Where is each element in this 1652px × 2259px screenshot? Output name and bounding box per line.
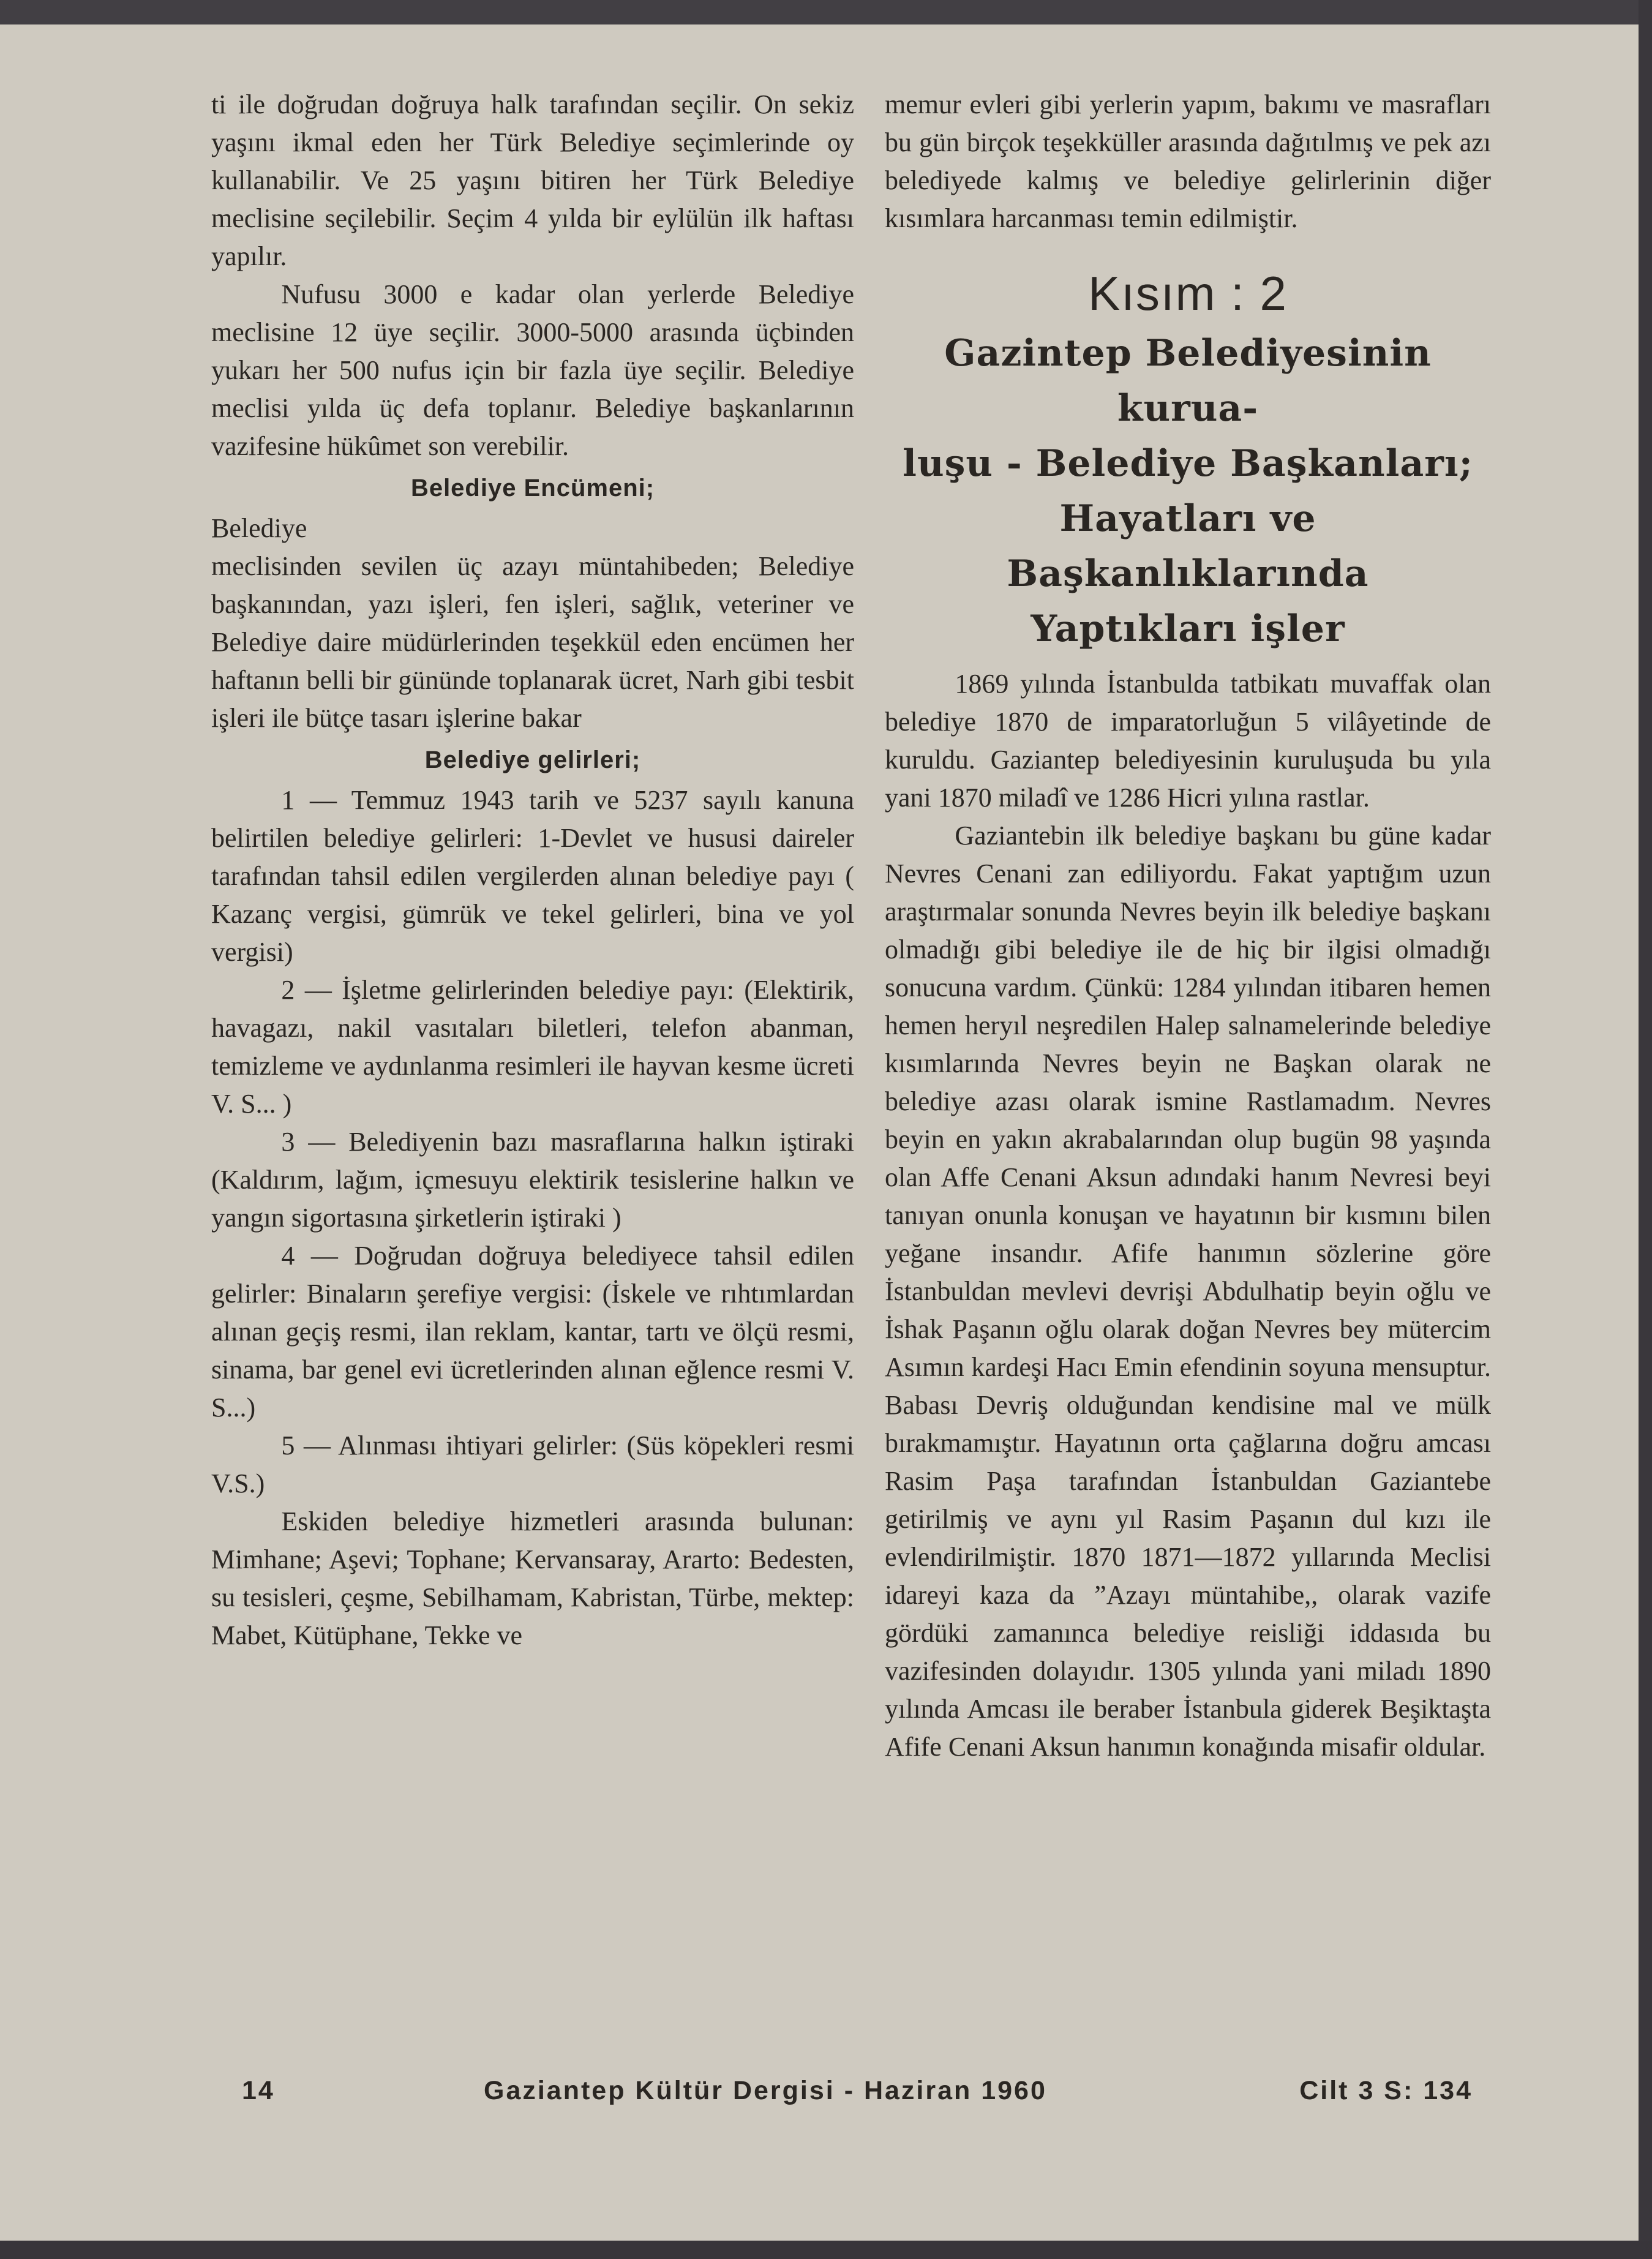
article-title-line-2: luşu - Belediye Başkanları; xyxy=(903,442,1473,485)
scan-edge-right xyxy=(1639,0,1652,2259)
scan-edge-top xyxy=(0,0,1652,24)
article-title-line-4: Yaptıkları işler xyxy=(1031,607,1345,650)
heading-belediye-gelirleri: Belediye gelirleri; xyxy=(424,746,641,773)
left-column xyxy=(211,86,854,1655)
page-number: 14 xyxy=(242,2076,275,2105)
volume-issue: Cilt 3 S: 134 xyxy=(1299,2076,1473,2105)
encumen-paragraph: meclisinden sevilen üç azayı müntahibeden; Belediye başkanından, yazı işleri, fen işleri, sağlık, veteriner ve Belediye daire müdürlerinden teşekkül eden encümen her haftanın belli bir gününde toplanarak ücret, Narh gibi tesbit işleri ile bütçe tasarı işlerine bakar xyxy=(211,551,854,733)
gelir-item-4: 4 — Doğrudan doğruya belediyece tahsil edilen gelirler: Binaların şerefiye vergisi: (İskele ve rıhtımlardan alınan geçiş resmi, ilan reklam, kantar, tartı ve ölçü resmi, sinama, bar genel evi ücretlerinden alınan eğlence resmi V. S...) xyxy=(211,1241,854,1423)
section-label: Kısım : 2 xyxy=(1088,266,1288,320)
article-title-line-3: Hayatları ve Başkanlıklarında xyxy=(1007,497,1369,595)
heading-belediye-encumeni: Belediye Encümeni; xyxy=(410,475,655,502)
eski-hizmetler-paragraph: Eskiden belediye hizmetleri arasında bulunan: Mimhane; Aşevi; Tophane; Kervansaray, Ararto: Bedesten, su tesisleri, çeşme, Sebilhamam, Kabristan, Türbe, mektep: Mabet, Kütüphane, Tekke ve xyxy=(211,1506,854,1650)
right-paragraph-1: memur evleri gibi yerlerin yapım, bakımı ve masrafları bu gün birçok teşekküller arasında dağıtılmış ve pek azı belediyede kalmış ve belediye gelirlerinin diğer kısımlara harcanması temin edilmiştir. xyxy=(885,89,1491,233)
encumen-lead-word: Belediye xyxy=(211,513,307,543)
right-paragraph-2: 1869 yılında İstanbulda tatbikatı muvaffak olan belediye 1870 de imparatorluğun 5 vilâyetinde de kuruldu. Gaziantep belediyesinin kuruluşuda bu yıla yani 1870 miladî ve 1286 Hicri yılına rastlar. xyxy=(885,669,1491,813)
right-column xyxy=(885,86,1491,1766)
article-title xyxy=(885,326,1491,656)
right-paragraph-3: Gaziantebin ilk belediye başkanı bu güne kadar Nevres Cenani zan ediliyordu. Fakat yaptığım uzun araştırmalar sonunda Nevres beyin ilk belediye başkanı olmadığı gibi belediye ile de hiç bir ilgisi olmadığı sonucuna vardım. Çünkü: 1284 yılından itibaren hemen hemen heryıl neşredilen Halep salnamelerinde belediye kısımlarında Nevres beyin ne Başkan olarak ne belediye azası olarak ismine Rastlamadım. Nevres beyin en yakın akrabalarından olup bugün 98 yaşında olan Affe Cenani Aksun adındaki hanım Nevresi beyi tanıyan onunla konuşan ve hayatının bir kısmını bilen yeğane insandır. Afife hanımın sözlerine göre İstanbuldan mevlevi devrişi Abdulhatip beyin oğlu ve İshak Paşanın oğlu olarak doğan Nevres bey mütercim Asımın kardeşi Hacı Emin efendinin soyuna mensuptur. Babası Devriş olduğundan kendisine mal ve mülk bırakmamıştır. Hayatının orta çağlarına doğru amcası Rasim Paşa tarafından İstanbuldan Gaziantebe getirilmiş ve aynı yıl Rasim Paşanın dul kızı ile evlendirilmiştir. 1870 1871—1872 yıllarında Meclisi idareyi kaza da ”Azayı müntahibe,, olarak vazife gördüki zamanınca belediye reisliği iddasıda bu vazifesinden dolayıdır. 1305 yılında yani miladı 1890 yılında Amcası ile beraber İstanbula giderek Beşiktaşta Afife Cenani Aksun hanımın konağında misafir oldular. xyxy=(885,821,1491,1762)
gelir-item-3: 3 — Belediyenin bazı masraflarına halkın iştiraki (Kaldırım, lağım, içmesuyu elektirik tesislerine halkın ve yangın sigortasına şirketlerin iştiraki ) xyxy=(211,1127,854,1233)
gelir-item-1: 1 — Temmuz 1943 tarih ve 5237 sayılı kanuna belirtilen belediye gelirleri: 1-Devlet ve hususi daireler tarafından tahsil edilen vergilerden alınan belediye payı ( Kazanç vergisi, gümrük ve tekel gelirleri, bina ve yol vergisi) xyxy=(211,785,854,967)
left-paragraph-1: ti ile doğrudan doğruya halk tarafından seçilir. On sekiz yaşını ikmal eden her Türk Belediye seçimlerinde oy kullanabilir. Ve 25 yaşını bitiren her Türk Belediye meclisine seçilebilir. Seçim 4 yılda bir eylülün ilk haftası yapılır. xyxy=(211,89,854,271)
article-title-line-1: Gazintep Belediyesinin kurua- xyxy=(944,332,1432,430)
journal-name: Gaziantep Kültür Dergisi - Haziran 1960 xyxy=(484,2076,1047,2105)
gelir-item-5: 5 — Alınması ihtiyari gelirler: (Süs köpekleri resmi V.S.) xyxy=(211,1430,854,1498)
page-footer xyxy=(242,2076,1473,2113)
left-paragraph-2: Nufusu 3000 e kadar olan yerlerde Belediye meclisine 12 üye seçilir. 3000-5000 arasında üçbinden yukarı her 500 nufus için bir fazla üye seçilir. Belediye meclisi yılda üç defa toplanır. Belediye başkanlarının vazifesine hükûmet son verebilir. xyxy=(211,279,854,461)
scan-edge-bottom xyxy=(0,2241,1652,2259)
gelir-item-2: 2 — İşletme gelirlerinden belediye payı: (Elektirik, havagazı, nakil vasıtaları biletleri, telefon abanman, temizleme ve aydınlanma resimleri ile hayvan kesme ücreti V. S... ) xyxy=(211,975,854,1119)
